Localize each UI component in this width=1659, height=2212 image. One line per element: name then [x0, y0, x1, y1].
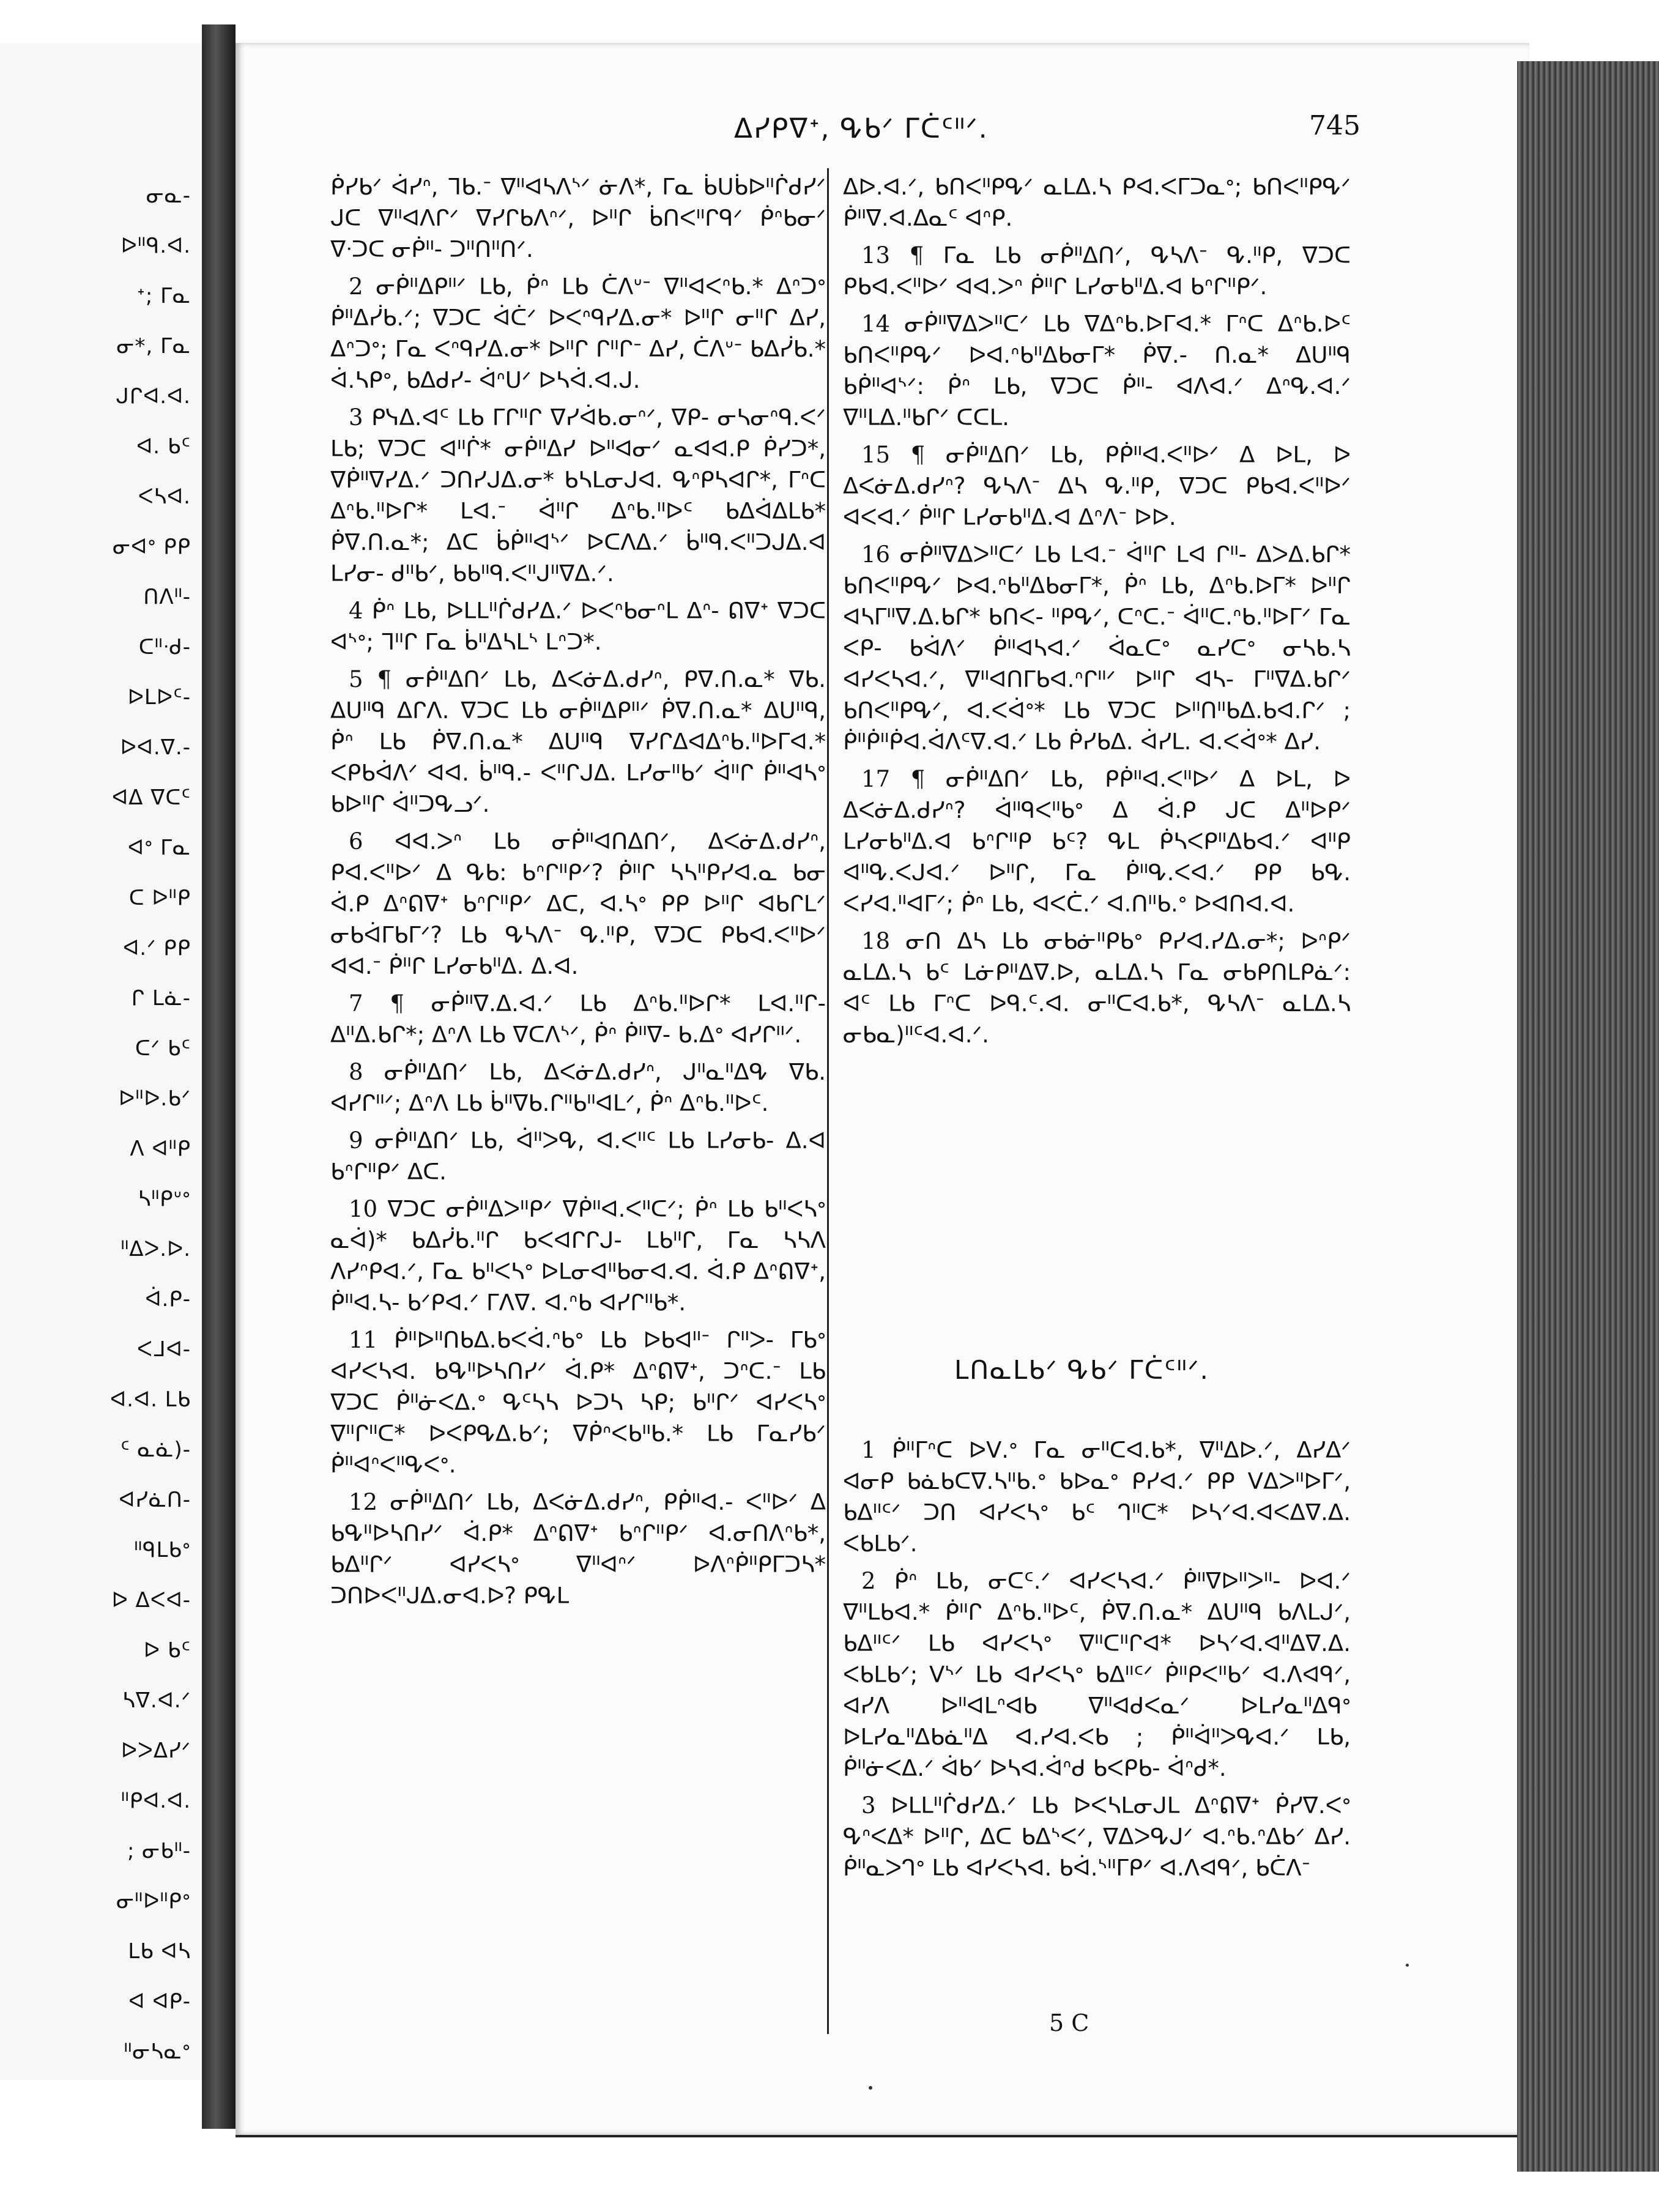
- verse-number: 9: [349, 1127, 375, 1154]
- verse-number: 17 ¶: [861, 766, 946, 792]
- verse-text: ᑮᐢ ᒪᑲ, ᐅᒪᒪᐦᒌᑯᓯᐃ.ᐟ ᐅᐸᐢᑲᓂᐢᒪ ᐃᐢ- ᕠᐁᕀ ᐁᑐᑕ ᐊᔅᐤ; ᒣᐦᒋ ᒥᓇ ᑳᐦᐃᓴᒪᔅ ᒪᐢᑐ*.: [330, 598, 826, 655]
- verse: [843, 240, 1351, 302]
- opening-paragraph: ᐃᐅ.ᐊ.ᐟ, ᑲᑎᐸᐦᑭᕴᐟ ᓇᒪᐃ.ᓴ ᑭᐊ.ᐸᒥᑐᓇᐤ; ᑲᑎᐸᐦᑭᕴᐟ ᑮᐦᐁ.ᐊ.ᐃᓇᑦ ᐊᐢᑭ.: [843, 174, 1351, 231]
- left-page-fragment: ᒍᒋᐊ.ᐊ.: [116, 384, 191, 409]
- verse-text: ᐊᐊ.ᐳᐢ ᒪᑲ ᓂᑮᐦᐊᑎᐃᑎᐟ, ᐃᐸᓃᐃ.ᑯᓯᐢ, ᑭᐊ.ᐸᐦᐅᐟ ᐃ ᕴᑲ: ᑲᐢᒋᐦᑭᐟ? ᑮᐦᒋ ᓴᓴᐦᑭᓯᐊ.ᓇ ᑲᓂ ᐋ.ᑭ ᐃᐢᕠᐁᕀ ᑲᐢᒋᐦᑭᐟ ᐃᑕ, ᐊ.ᓴᐤ ᑭᑭ ᐅᐦᒋ ᐊᑲᒋᒪᐟ ᓂᑲᐋᒥᑲᒥᐟ? ᒪᑲ ᕴᓴᐱᐨ ᕴ.ᐦᑭ, ᐁᑐᑕ ᑭᑲᐊ.ᐸᐦᐅᐟ ᐊᐊ.ᐨ ᑮᐦᒋ ᒪᓯᓂᑲᐦᐃ. ᐃ.ᐊ.: [330, 828, 826, 979]
- verse-number: 2: [861, 1568, 894, 1594]
- page-number: 745: [1309, 110, 1360, 141]
- verse-number: 5 ¶: [349, 666, 406, 692]
- left-page-fragment: ᐦᑫᒪᑲᐤ: [133, 1538, 191, 1562]
- verse: [330, 988, 826, 1050]
- verse: [330, 664, 826, 820]
- left-page-fragment: ᐦᐃᐳ.ᐅ.: [121, 1237, 191, 1261]
- verse: [843, 1790, 1351, 1884]
- left-page-fragment: ᒪᑲ ᐊᓴ: [128, 1939, 191, 1964]
- verse-number: 7 ¶: [349, 990, 431, 1017]
- verse-number: 6: [349, 828, 395, 855]
- verse-text: ᓂᑮᐦᐁ.ᐃ.ᐊ.ᐟ ᒪᑲ ᐃᐢᑲ.ᐦᐅᒋ* ᒪᐊ.ᐦᒋ- ᐃᐦᐃ.ᑲᒋ*; ᐃᐢᐱ ᒪᑲ ᐁᑕᐱᔅᐟ, ᑮᐢ ᑮᐦᐁ- ᑲ.ᐃᐤ ᐊᓯᒋᐦᐟ.: [330, 990, 826, 1048]
- left-page-fragment: ᓂ*, ᒥᓇ: [116, 334, 191, 358]
- verse-number: 3: [349, 404, 371, 431]
- left-page-fragment: ᐦᑭᐊ.ᐊ.: [121, 1789, 191, 1813]
- verse-number: 11: [349, 1327, 394, 1353]
- verse: [843, 308, 1351, 433]
- left-page-fragment: ᑦ ᓇᓈ)-: [120, 1438, 191, 1462]
- verse-text: ᑭᓭᐃ.ᐊᑦ ᒪᑲ ᒥᒋᐦᒋ ᐁᓯᐋᑲ.ᓂᐢᐟ, ᐁᑭ- ᓂᓴᓂᐢᑫ.ᐸᐟ ᒪᑲ; ᐁᑐᑕ ᐊᐦᒌ* ᓂᑮᐦᐃᓯ ᐅᐦᐊᓂᐟ ᓇᐊᐊ.ᑭ ᑮᓯᑐ*, ᐁᑮᐦᐁᓯᐃ.ᐟ ᑐᑎᓯᒍᐃ.ᓂ* ᑲᓴᒪᓂᒍᐊ. ᕴᐢᑭᓴᐊᒋ*, ᒥᐢᑕ ᐃᐢᑲ.ᐦᐅᒋ* ᒪᐊ.ᐨ ᐋᐦᒋ ᐃᐢᑲ.ᐦᐅᑦ ᑲᐃᐋᐃᒪᑲ* ᑮᐁ.ᑎ.ᓇ*; ᐃᑕ ᑳᑮᐦᐊᔅᐟ ᐅᑕᐱᐃ.ᐟ ᑳᐦᑫ.ᐸᐦᑐᒍᐃ.ᐊ ᒪᓯᓂ- ᑯᐦᑲᐟ, ᑲᑲᐦᑫ.ᐸᐦᒍᐦᐁᐃ.ᐟ.: [330, 404, 826, 587]
- left-page-fragment: ᐅᐦᐅ.ᑲᐟ: [119, 1086, 191, 1111]
- verse-text: ᑮᐢ ᒪᑲ, ᓂᑕᑦ.ᐟ ᐊᓯᐸᓴᐊ.ᐟ ᑮᐦᐁᐅᐦᐳᐦ- ᐅᐊ.ᐟ ᐁᐦᒪᑲᐊ.* ᑮᐦᒋ ᐃᐢᑲ.ᐦᐅᑦ, ᑮᐁ.ᑎ.ᓇ* ᐃᑌᐦᑫ ᑲᐱᒪᒍᐟ, ᑲᐃᐦᑦᐟ ᒪᑲ ᐊᓯᐸᓴᐤ ᐁᐦᑕᐦᒋᐊ* ᐅᓴᐟᐊ.ᐊᐦᐃᐁ.ᐃ. ᐸᑲᒪᑲᐟ; ᐯᔅᐟ ᒪᑲ ᐊᓯᐸᓴᐤ ᑲᐃᐦᑦᐟ ᑮᐦᑭᐸᐦᑲᐟ ᐊ.ᐱᐊᑫᐟ, ᐊᓯᐱ ᐅᐦᐊᒪᐢᐊᑲ ᐁᐦᐊᑯᐸᓇᐟ ᐅᒪᓯᓇᐦᐃᑫᐤ ᐅᒪᓯᓇᐦᐃᑲᓈᐦᐃ ᐊ.ᓯᐊ.ᐸᑲ ; ᑮᐦᐋᐦᐳᕴᐊ.ᐟ ᒪᑲ, ᑮᐦᓃᐸᐃ.ᐟ ᐋᑲᐟ ᐅᓴᐊ.ᐋᐢᑯ ᑲᐸᑭᑲ- ᐋᐢᑯ*.: [843, 1568, 1351, 1781]
- print-speck: [1406, 1964, 1409, 1967]
- verse: [330, 1125, 826, 1187]
- verse-number: 2: [349, 273, 376, 300]
- left-page-fragment: ᐊᐃ ᐁᑕᑦ: [111, 785, 191, 810]
- section-title: ᒪᑎᓇᒪᑲᐟ ᕴᑲᐟ ᒥᑖᑦᐦᐟ.: [954, 1355, 1209, 1385]
- verse: [330, 1486, 826, 1611]
- verse: [330, 595, 826, 658]
- book-gutter: [202, 24, 236, 2129]
- verse-text: ᒥᓇ ᒪᑲ ᓂᑮᐦᐃᑎᐟ, ᕴᓴᐱᐨ ᕴ.ᐦᑭ, ᐁᑐᑕ ᑭᑲᐊ.ᐸᐦᐅᐟ ᐊᐊ.ᐳᐢ ᑮᐦᒋ ᒪᓯᓂᑲᐦᐃ.ᐊ ᑲᐢᒋᐦᑭᐟ.: [843, 242, 1351, 300]
- left-page-fragment: ᑎᐱᐦ-: [143, 585, 191, 609]
- left-page-fragment: ᑕᐦᐧᑯ-: [138, 635, 191, 659]
- verse: [843, 1565, 1351, 1784]
- verse-text: ᓂᑮᐦᐃᑎᐟ ᒪᑲ, ᐋᐦᐳᕴ, ᐊ.ᐸᐦᑦ ᒪᑲ ᒪᓯᓂᑲ- ᐃ.ᐊ ᑲᐢᒋᐦᑭᐟ ᐃᑕ.: [330, 1127, 826, 1185]
- left-page-fragment: ᓂᓇ-: [146, 184, 191, 208]
- verse: [330, 1056, 826, 1119]
- column-right-upper: [843, 171, 1351, 1056]
- verse-number: 8: [349, 1059, 384, 1085]
- left-page-fragment: ᐅᐦᑫ.ᐊ.: [121, 234, 191, 258]
- left-page-fragment: ; ᓂᑲᐦ-: [127, 1839, 191, 1863]
- verse-text: ᓂᑮᐦᐃᑎᐟ ᒪᑲ, ᐃᐸᓃᐃ.ᑯᓯᐢ, ᒍᐦᓇᐦᐃᕴ ᐁᑲ. ᐊᓯᒋᐦᐟ; ᐃᐢᐱ ᒪᑲ ᑳᐦᐁᑲ.ᒋᐦᑲᐦᐊᒪᐟ, ᑮᐢ ᐃᐢᑲ.ᐦᐅᑦ.: [330, 1059, 826, 1116]
- verse-text: ᐁᑐᑕ ᓂᑮᐦᐃᐳᐦᑭᐟ ᐁᑮᐦᐊ.ᐸᐦᑕᐟ; ᑮᐢ ᒪᑲ ᑲᐦᐸᓴᐤ ᓇᐋ)* ᑲᐃᓰᑲ.ᐦᒋ ᑲᐸᐊᒋᒋᒍ- ᒪᑲᐦᒋ, ᒥᓇ ᓴᓴᐱ ᐱᓯᐢᑭᐊ.ᐟ, ᒥᓇ ᑲᐦᐸᓴᐤ ᐅᒪᓂᐊᐦᑲᓂᐊ.ᐊ. ᐋ.ᑭ ᐃᐢᕠᐁᕀ, ᑮᐦᐊ.ᓴ- ᑲᐟᑭᐊ.ᐟ ᒥᐱᐁ. ᐊ.ᐢᑲ ᐊᓯᒋᐦᑲ*.: [330, 1196, 826, 1316]
- verse-text: ᓂᑮᐦᐁᐃᐳᐦᑕᐟ ᒪᑲ ᒪᐊ.ᐨ ᐋᐦᒋ ᒪᐊ ᒋᐦ- ᐃᐳᐃ.ᑲᒋ* ᑲᑎᐸᐦᑭᕴᐟ ᐅᐊ.ᐢᑲᐦᐃᑲᓂᒥ*, ᑮᐢ ᒪᑲ, ᐃᐢᑲ.ᐅᒥ* ᐅᐦᒋ ᐊᓴᒥᐦᐁ.ᐃ.ᑲᒋ* ᑲᑎᐸ- ᐦᑭᕴᐟ, ᑕᐢᑕ.ᐨ ᐋᐦᑕ.ᐢᑲ.ᐦᐅᒥᐟ ᒥᓇ ᐸᑭ- ᑲᐋᐱᐟ ᑮᐦᐊᓴᐊ.ᐟ ᐋᓇᑕᐤ ᓇᓯᑕᐤ ᓂᓴᑲ.ᓴ ᐊᓯᐸᓴᐊ.ᐟ, ᐁᐦᐊᑎᒥᑲᐊ.ᐢᒋᐦᐟ ᐅᐦᒋ ᐊᓴ- ᒥᐦᐁᐃ.ᑲᒋᐟ ᑲᑎᐸᐦᑭᕴᐟ, ᐊ.ᐸᐋᐤ* ᒪᑲ ᐁᑐᑕ ᐅᐦᑎᐦᑲᐃ.ᑲᐊ.ᒋᐟ ; ᑮᐦᑮᐦᑮᐊ.ᐋᐱᑦᐁ.ᐊ.ᐟ ᒪᑲ ᑮᓯᑲᐃ. ᐋᓯᒪ. ᐊ.ᐸᐋᐤ* ᐃᓯ.: [843, 541, 1351, 755]
- verse: [330, 826, 826, 982]
- left-page-fragment: ᐊ.ᐊ. ᒪᑲ: [109, 1387, 191, 1412]
- verse-text: ᓂᑮᐦᐃᑎᐟ ᒪᑲ, ᑭᑮᐦᐊ.ᐸᐦᐅᐟ ᐃ ᐅᒪ, ᐅ ᐃᐸᓃᐃ.ᑯᓯᐢ? ᐋᐦᑫᐸᐦᑲᐤ ᐃ ᐋ.ᑭ ᒍᑕ ᐃᐦᐅᑭᐟ ᒪᓯᓂᑲᐦᐃ.ᐊ ᑲᐢᒋᐦᑭ ᑲᑦ? ᕴᒪ ᑮᓴᐸᑭᐦᐃᑲᐊ.ᐟ ᐊᐦᑭ ᐊᐦᕴ.ᐸᒍᐊ.ᐟ ᐅᐦᒋ, ᒥᓇ ᑮᐦᕴ.ᐸᐊ.ᐟ ᑭᑭ ᑲᕴ. ᐸᓯᐊ.ᐦᐊᒥᐟ; ᑮᐢ ᒪᑲ, ᐊᐸᑖ.ᐟ ᐊ.ᑎᐦᑲ.ᐤ ᐅᐊᑎᐊ.ᐊ.: [843, 766, 1351, 917]
- verse: [843, 539, 1351, 757]
- left-page-fragment: ᐊ ᐊᑭ-: [128, 1989, 191, 2014]
- verse: [330, 402, 826, 589]
- verse-number: 10: [349, 1196, 388, 1222]
- column-left: [330, 171, 826, 1617]
- verse-number: 1: [861, 1437, 892, 1463]
- verse-text: ᐅᒪᒪᐦᒌᑯᓯᐃ.ᐟ ᒪᑲ ᐅᐸᓴᒪᓂᒍᒪ ᐃᐢᕠᐁᕀ ᑮᓯᐁ.ᐸᐤ ᕴᐢᐸᐃ* ᐅᐦᒋ, ᐃᑕ ᑲᐃᔅᐸᐟ, ᐁᐃᐳᕴᒍᐟ ᐊ.ᐢᑲ.ᐢᐃᑲᐟ ᐃᓯ. ᑮᐦᓇᐳᒉᐤ ᒪᑲ ᐊᓯᐸᓴᐊ. ᑲᐋ.ᔅᐦᒥᑭᐟ ᐊ.ᐱᐊᑫᐟ, ᑲᑖᐱᐨ: [843, 1792, 1351, 1881]
- verse-text: ᑮᐦᒥᐢᑕ ᐅᐯ.ᐤ ᒥᓇ ᓂᐦᑕᐊ.ᑲ*, ᐁᐦᐃᐅ.ᐟ, ᐃᓯᐃᐟ ᐊᓂᑭ ᑲᓈᑲᑕᐁ.ᓴᐦᑲ.ᐤ ᑲᐅᓇᐤ ᑭᓯᐊ.ᐟ ᑭᑭ ᐯᐃᐳᐦᐅᒥᐟ, ᑲᐃᐦᑦᐟ ᑐᑎ ᐊᓯᐸᓴᐤ ᑲᑦ ᒉᐦᑕ* ᐅᓴᐟᐊ.ᐊᐸᐃᐁ.ᐃ. ᐸᑲᒪᑲᐟ.: [843, 1437, 1351, 1557]
- left-page-fragment: ᓴᐁ.ᐊ.ᐟ: [122, 1688, 191, 1713]
- running-head: ᐃᓯᑭᐁᕀ, ᕴᑲᐟ ᒥᑖᑦᐦᐟ.: [734, 113, 989, 144]
- column-right-lower: [843, 1434, 1351, 1890]
- left-page-fragment: ᐊᐤ ᒥᓇ: [127, 836, 191, 860]
- left-page-fragment: ᐅᐊ.ᐁ.-: [120, 735, 191, 760]
- left-page-fragment: ᐸᒧᐊ-: [137, 1337, 191, 1362]
- verse-number: 16: [861, 541, 900, 568]
- column-divider: [827, 168, 829, 2034]
- left-page-fragment: ᒋ ᒪᓈ-: [131, 986, 191, 1011]
- left-page-fragment: ᓂᐦᐅᐦᑭᐤ: [116, 1889, 191, 1913]
- verse-number: 13 ¶: [861, 242, 943, 269]
- left-page-fragment: ᐸᓴᐊ.: [138, 484, 191, 509]
- left-page-fragment: ᓂᐊᐤ ᑭᑭ: [113, 535, 191, 559]
- verse: [330, 1193, 826, 1318]
- left-page-fragment: ᐅᐳᐃᓯᐟ: [121, 1739, 191, 1763]
- verse: [843, 439, 1351, 533]
- verse-text: ᓂᑮᐦᐃᑎᐟ ᒪᑲ, ᐃᐸᓃᐃ.ᑯᓯᐢ, ᑭᑮᐦᐊ.- ᐸᐦᐅᐟ ᐃ ᑲᕴᐦᐅᓴᑎᓯᐟ ᐋ.ᑭ* ᐃᐢᕠᐁᕀ ᑲᐢᒋᐦᑭᐟ ᐊ.ᓂᑎᐱᐢᑲ*, ᑲᐃᐦᒋᐟ ᐊᓯᐸᓴᐤ ᐁᐦᐊᐢᐟ ᐅᐱᐢᑮᐦᑭᒥᑐᓴ* ᑐᑎᐅᐸᐦᒍᐃ.ᓂᐊ.ᐅ? ᑭᕴᒪ: [330, 1489, 826, 1609]
- verse-number: 12: [349, 1489, 390, 1515]
- left-page-fragment: ᐱ ᐊᐦᑭ: [130, 1137, 191, 1161]
- left-page-fragment: ᐦᓂᓴᓇᐤ: [124, 2039, 191, 2064]
- verse-number: 14: [861, 311, 905, 337]
- left-page: [0, 43, 204, 2080]
- verse: [330, 271, 826, 396]
- verse-text: ᓂᑮᐦᐃᑎᐟ ᒪᑲ, ᐃᐸᓃᐃ.ᑯᓯᐢ, ᑭᐁ.ᑎ.ᓇ* ᐁᑲ. ᐃᑌᐦᑫ ᐃᒋᐱ. ᐁᑐᑕ ᒪᑲ ᓂᑮᐦᐃᑭᐦᐟ ᑮᐁ.ᑎ.ᓇ* ᐃᑌᐦᑫ, ᑮᐢ ᒪᑲ ᑮᐁ.ᑎ.ᓇ* ᐃᑌᐦᑫ ᐁᓯᒋᐃᐊᐃᐢᑲ.ᐦᐅᒥᐊ.* ᐸᑭᑲᐋᐱᐟ ᐊᐊ. ᑳᐦᑫ.- ᐸᐦᒋᒍᐃ. ᒪᓯᓂᐦᑲᐟ ᐋᐦᒋ ᑮᐦᐊᓴᐤ ᑲᐅᐦᒋ ᐋᐦᑐᕴᓗᐟ.: [330, 666, 826, 817]
- opening-paragraph: ᑮᓯᑲᐟ ᐋᓯᐢ, ᒣᑲ.ᐨ ᐁᐦᐊᓴᐱᔅᐟ ᓃᐱ*, ᒥᓇ ᑳᑌᑳᐅᐦᒌᑯᓯᐟ ᒍᑕ ᐁᐦᐊᐱᒋᐟ ᐁᓯᒋᑲᐱᐢᐟ, ᐅᐦᒋ ᑳᑎᐸᐦᒋᑫᐟ ᑮᐢᑲᓂᐟ ᐁᐧᑐᑕ ᓂᑮᐦ- ᑐᐦᑎᐦᑎᐟ.: [330, 174, 826, 262]
- verse-number: 18: [861, 928, 906, 954]
- verse-text: ᑮᐦᐅᐦᑎᑲᐃ.ᑲᐸᐋ.ᐢᑲᐤ ᒪᑲ ᐅᑲᐊᐦᐨ ᒋᐦᐳ- ᒥᑲᐤ ᐊᓯᐸᓴᐊ. ᑲᕴᐦᐅᓴᑎᓯᐟ ᐋ.ᑭ* ᐃᐢᕠᐁᕀ, ᑐᐢᑕ.ᐨ ᒪᑲ ᐁᑐᑕ ᑮᐦᓃᐸᐃ.ᐤ ᕴᑦᓴᓴ ᐅᑐᓴ ᓴᑭ; ᑲᐦᒋᐟ ᐊᓯᐸᓴᐤ ᐁᐦᒋᐦᑕ* ᐅᐸᑭᕴᐃ.ᑲᐟ; ᐁᑮᐢᐸᑲᐦᑲ.* ᒪᑲ ᒥᓇᓯᑲᐟ ᑮᐦᐊᐢᐸᐦᕴᐸᐤ.: [330, 1327, 826, 1478]
- left-page-fragment: ᐅ ᐃᐸᐊ-: [111, 1588, 191, 1613]
- left-page-fragment: ᓴᐦᑭᐡᐤ: [138, 1187, 191, 1211]
- left-page-fragment: ᑕᐟ ᑲᑦ: [135, 1036, 191, 1061]
- signature-mark: 5 C: [1049, 2010, 1089, 2036]
- left-page-fragment: ᐋ.ᑭ-: [145, 1287, 191, 1312]
- left-page-fragment: ᑕ ᐅᐦᑭ: [128, 886, 191, 910]
- verse-text: ᓂᑮᐦᐃᑭᐦᐟ ᒪᑲ, ᑮᐢ ᒪᑲ ᑖᐱᐡᐨ ᐁᐦᐊᐸᐢᑲ.* ᐃᐢᑐᐤ ᑮᐦᐃᓰᑲ.ᐟ; ᐁᑐᑕ ᐋᑖᐟ ᐅᐸᐢᑫᓯᐃ.ᓂ* ᐅᐦᒋ ᓂᐦᒋ ᐃᓯ, ᐃᐢᑐᐤ; ᒥᓇ ᐸᐢᑫᓯᐃ.ᓂ* ᐅᐦᒋ ᒋᐦᒋᐨ ᐃᓯ, ᑖᐱᐡᐨ ᑲᐃᓰᑲ.* ᐋ.ᓴᑭᐤ, ᑲᐃᑯᓯ- ᐋᐢᑌᐟ ᐅᓴᐋ.ᐊ.ᒍ.: [330, 273, 826, 393]
- verse-number: 4: [349, 598, 372, 624]
- verse: [843, 1434, 1351, 1559]
- verse: [330, 1324, 826, 1480]
- left-page-fragment: ᐅᒪᐅᑦ-: [127, 685, 191, 710]
- left-page-fragment: ᕀ; ᒥᓇ: [136, 284, 191, 308]
- verse-text: ᓂᑮᐦᐃᑎᐟ ᒪᑲ, ᑭᑮᐦᐊ.ᐸᐦᐅᐟ ᐃ ᐅᒪ, ᐅ ᐃᐸᓃᐃ.ᑯᓯᐢ? ᕴᓴᐱᐨ ᐃᓴ ᕴ.ᐦᑭ, ᐁᑐᑕ ᑭᑲᐊ.ᐸᐦᐅᐟ ᐊᐸᐊ.ᐟ ᑮᐦᒋ ᒪᓯᓂᑲᐦᐃ.ᐊ ᐃᐢᐱᐨ ᐅᐅ.: [843, 442, 1351, 530]
- verse-text: ᓂᑮᐦᐁᐃᐳᐦᑕᐟ ᒪᑲ ᐁᐃᐢᑲ.ᐅᒥᐊ.* ᒥᐢᑕ ᐃᐢᑲ.ᐅᑦ ᑲᑎᐸᐦᑭᕴᐟ ᐅᐊ.ᐢᑲᐦᐃᑲᓂᒥ* ᑮᐁ.- ᑎ.ᓇ* ᐃᑌᐦᑫ ᑲᑮᐦᐊᔅᐟ: ᑮᐢ ᒪᑲ, ᐁᑐᑕ ᑮᐦ- ᐊᐱᐊ.ᐟ ᐃᐢᕴ.ᐊ.ᐟ ᐁᐦᒪᐃ.ᐦᑲᒋᐟ ᑕᑕᒪ.: [843, 311, 1351, 431]
- verse-number: 15 ¶: [861, 442, 946, 468]
- left-page-fragment: ᐊ.ᐟ ᑭᑭ: [123, 936, 191, 960]
- verse: [843, 926, 1351, 1050]
- left-page-fragment: ᐊᓯᓈᑎ-: [119, 1488, 191, 1512]
- verse: [843, 763, 1351, 919]
- left-page-fragment: ᐅ ᑲᑦ: [143, 1638, 191, 1663]
- verse-number: 3: [861, 1792, 891, 1819]
- page-edges: [1517, 61, 1659, 2172]
- verse-text: ᓂᑎ ᐃᓴ ᒪᑲ ᓂᑲᓃᐦᑭᑲᐤ ᑭᓯᐊ.ᓯᐃ.ᓂ*; ᐅᐢᑭᐟ ᓇᒪᐃ.ᓴ ᑲᑦ ᒪᓃᑭᐦᐃᐁ.ᐅ, ᓇᒪᐃ.ᓴ ᒥᓇ ᓂᑲᑭᑎᒪᑭᓈᐟ: ᐊᑦ ᒪᑲ ᒥᐢᑕ ᐅᑫ.ᑦ.ᐊ. ᓂᐦᑕᐊ.ᑲ*, ᕴᓴᐱᐨ ᓇᒪᐃ.ᓴ ᓂᑲᓇ)ᐦᑦᐊ.ᐊ.ᐟ.: [843, 928, 1351, 1048]
- print-speck: [869, 2086, 872, 2090]
- left-page-fragment: ᐊ. ᑲᑦ: [136, 434, 191, 459]
